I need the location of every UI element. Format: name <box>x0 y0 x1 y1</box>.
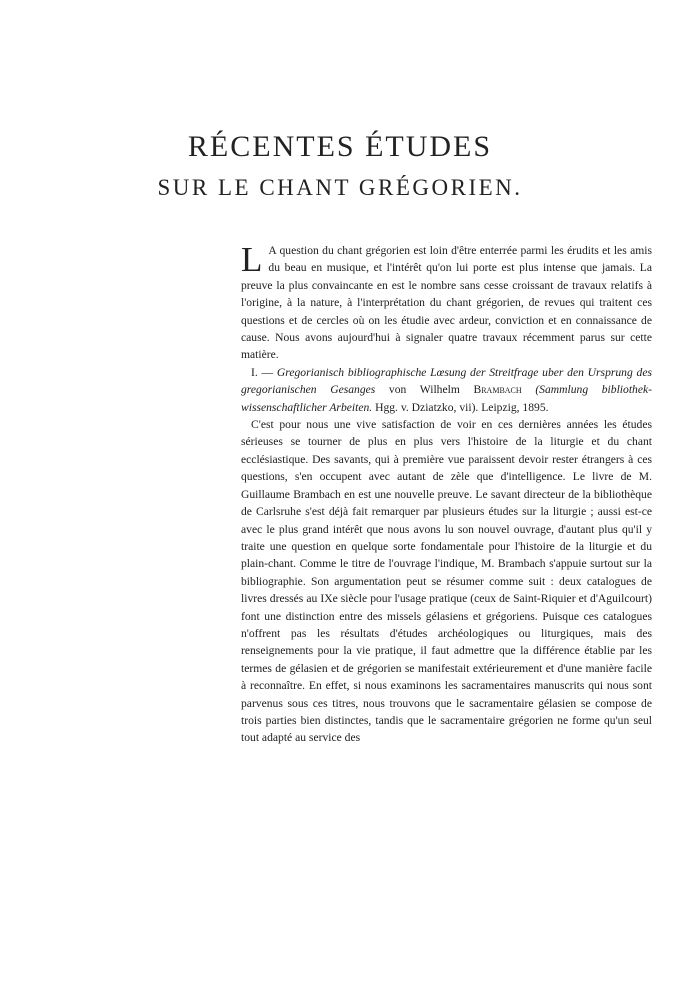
intro-paragraph <box>241 242 652 364</box>
work-series: (Sammlung bibliothek-wissenschaftlicher Arbeiten. <box>241 383 652 414</box>
section-1-heading <box>241 364 652 416</box>
work-title: Gregorianisch bibliographische Lœsung der Streitfrage uber den Ursprung des gregorianischen Gesanges <box>241 365 652 397</box>
work-publication: Hgg. v. Dziatzko, vii). Leipzig, 1895. <box>375 400 549 414</box>
intro-text: A question du chant grégorien est loin d'être enterrée parmi les érudits et les amis du beau en musique, et l'intérêt qu'on lui porte est plus intense que jamais. La preuve la plus convaincante en est le nombre sans cesse croissant de travaux relatifs à l'origine, à la nature, à l'interprétation du chant grégorien, de revues qui traitent ces questions et de cercles où on les étudie avec ardeur, conviction et en connaissance de cause. Nous avons aujourd'hui à signaler quatre travaux récemment parus sur cette matière. <box>241 244 652 362</box>
section-number: I. — <box>251 365 274 379</box>
review-paragraph: C'est pour nous une vive satisfaction de voir en ces dernières années les études sérieuses se tourner de plus en plus vers l'histoire de la liturgie et du chant ecclésiastique. Des savants, qui à première vue paraissent devoir rester étrangers à ces questions, s'en occupent avec autant de zèle que d'intelligence. Le livre de M. Guillaume Brambach en est une nouvelle preuve. Le savant directeur de la bibliothèque de Carlsruhe s'est déjà fait remarquer par plusieurs études sur la liturgie ; aussi est-ce avec le plus grand intérêt que nous avons lu son nouvel ouvrage, d'autant plus qu'il y traite une question en quelque sorte fondamentale pour l'histoire de la liturgie et du plain-chant. Comme le titre de l'ouvrage l'indique, M. Brambach s'appuie surtout sur la bibliographie. Son argumentation peut se résumer comme suit : deux catalogues de livres dressés au IXe siècle pour l'usage pratique (ceux de Saint-Riquier et d'Aguilcourt) font une distinction entre des missels gélasiens et grégoriens. Puisque ces catalogues n'offrent pas les résultats d'études archéologiques ou liturgiques, mais des renseignements pour la vie pratique, il faut admettre que la différence établie par les termes de gélasien et de grégorien se manifestait extérieurement et d'une manière facile à reconnaître. En effet, si nous examinons les sacramentaires manuscrits qui nous sont parvenus sous ces titres, nous trouvons que le sacramentaire gélasien se compose de trois parties bien distinctes, tandis que le sacramentaire grégorien ne forme qu'un seul tout adapté au service des <box>241 418 652 745</box>
article-title: RÉCENTES ÉTUDES <box>187 130 493 163</box>
work-author: Brambach <box>473 383 522 397</box>
drop-cap: L <box>241 240 263 279</box>
article-body <box>241 242 652 747</box>
article-subtitle: SUR LE CHANT GRÉGORIEN. <box>157 175 523 200</box>
work-by: von Wilhelm <box>388 383 460 397</box>
